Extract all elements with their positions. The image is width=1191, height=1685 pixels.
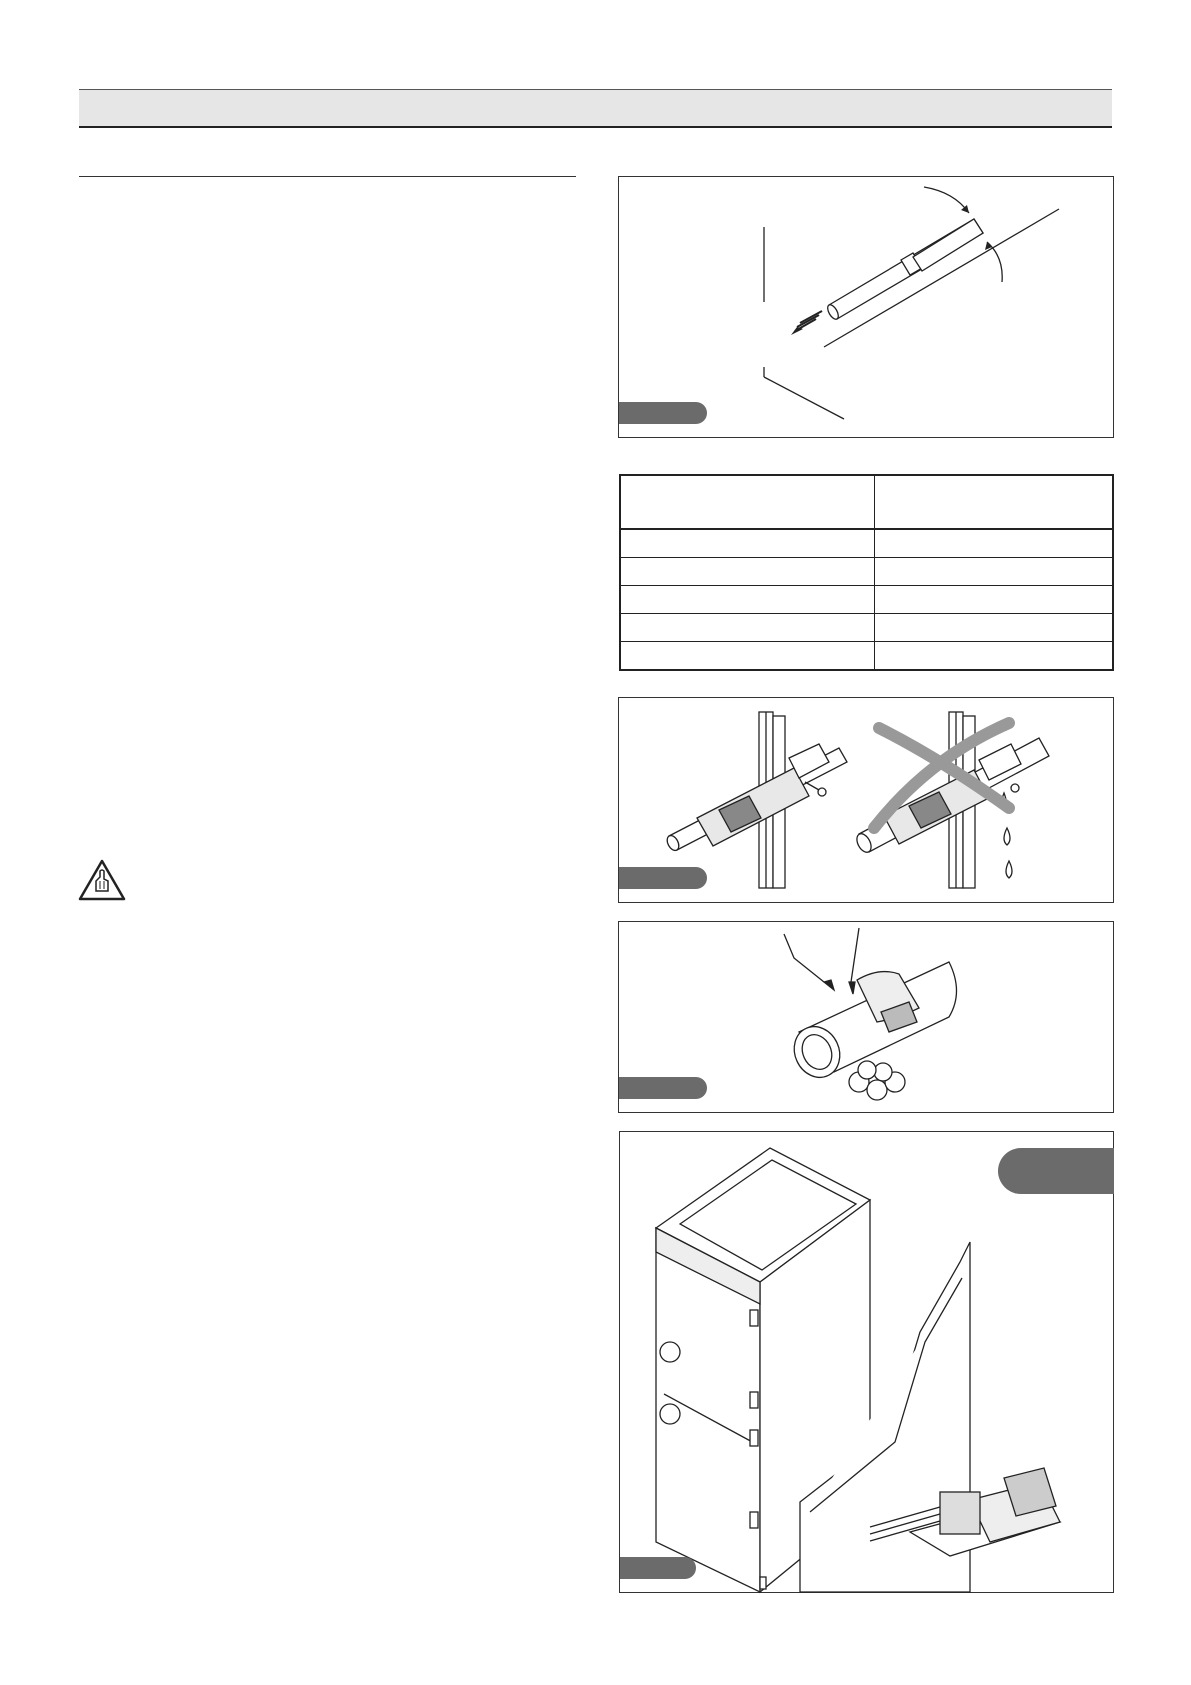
table-cell <box>620 642 874 671</box>
cabinet-installation-illustration <box>620 1132 1115 1594</box>
table-cell <box>874 558 1113 586</box>
hand-warning-icon <box>78 859 126 906</box>
figure-label-tab-right <box>998 1148 1114 1194</box>
table-cell <box>620 614 874 642</box>
table-header-cell <box>620 475 874 529</box>
table-cell <box>620 558 874 586</box>
table-row <box>620 586 1113 614</box>
figure-cabinet-installation <box>619 1131 1114 1593</box>
table-cell <box>620 586 874 614</box>
figure-pipe-slope <box>618 176 1114 438</box>
table-row <box>620 642 1113 671</box>
table-row <box>620 529 1113 558</box>
figure-label-tab <box>619 867 707 889</box>
section-header-bar <box>79 89 1112 128</box>
pipe-slope-illustration <box>619 177 1115 439</box>
spec-table <box>619 474 1114 671</box>
table-cell <box>874 642 1113 671</box>
table-header-cell <box>874 475 1113 529</box>
table-cell <box>874 614 1113 642</box>
table-row <box>620 558 1113 586</box>
table-cell <box>620 529 874 558</box>
section-rule <box>79 176 576 177</box>
figure-label-tab <box>620 1557 696 1579</box>
figure-label-tab <box>619 1077 707 1099</box>
figure-insulation-glue <box>618 921 1114 1113</box>
table-row <box>620 614 1113 642</box>
figure-label-tab <box>619 402 707 424</box>
table-header-row <box>620 475 1113 529</box>
table-cell <box>874 529 1113 558</box>
table-cell <box>874 586 1113 614</box>
figure-pipe-clamp <box>618 697 1114 903</box>
